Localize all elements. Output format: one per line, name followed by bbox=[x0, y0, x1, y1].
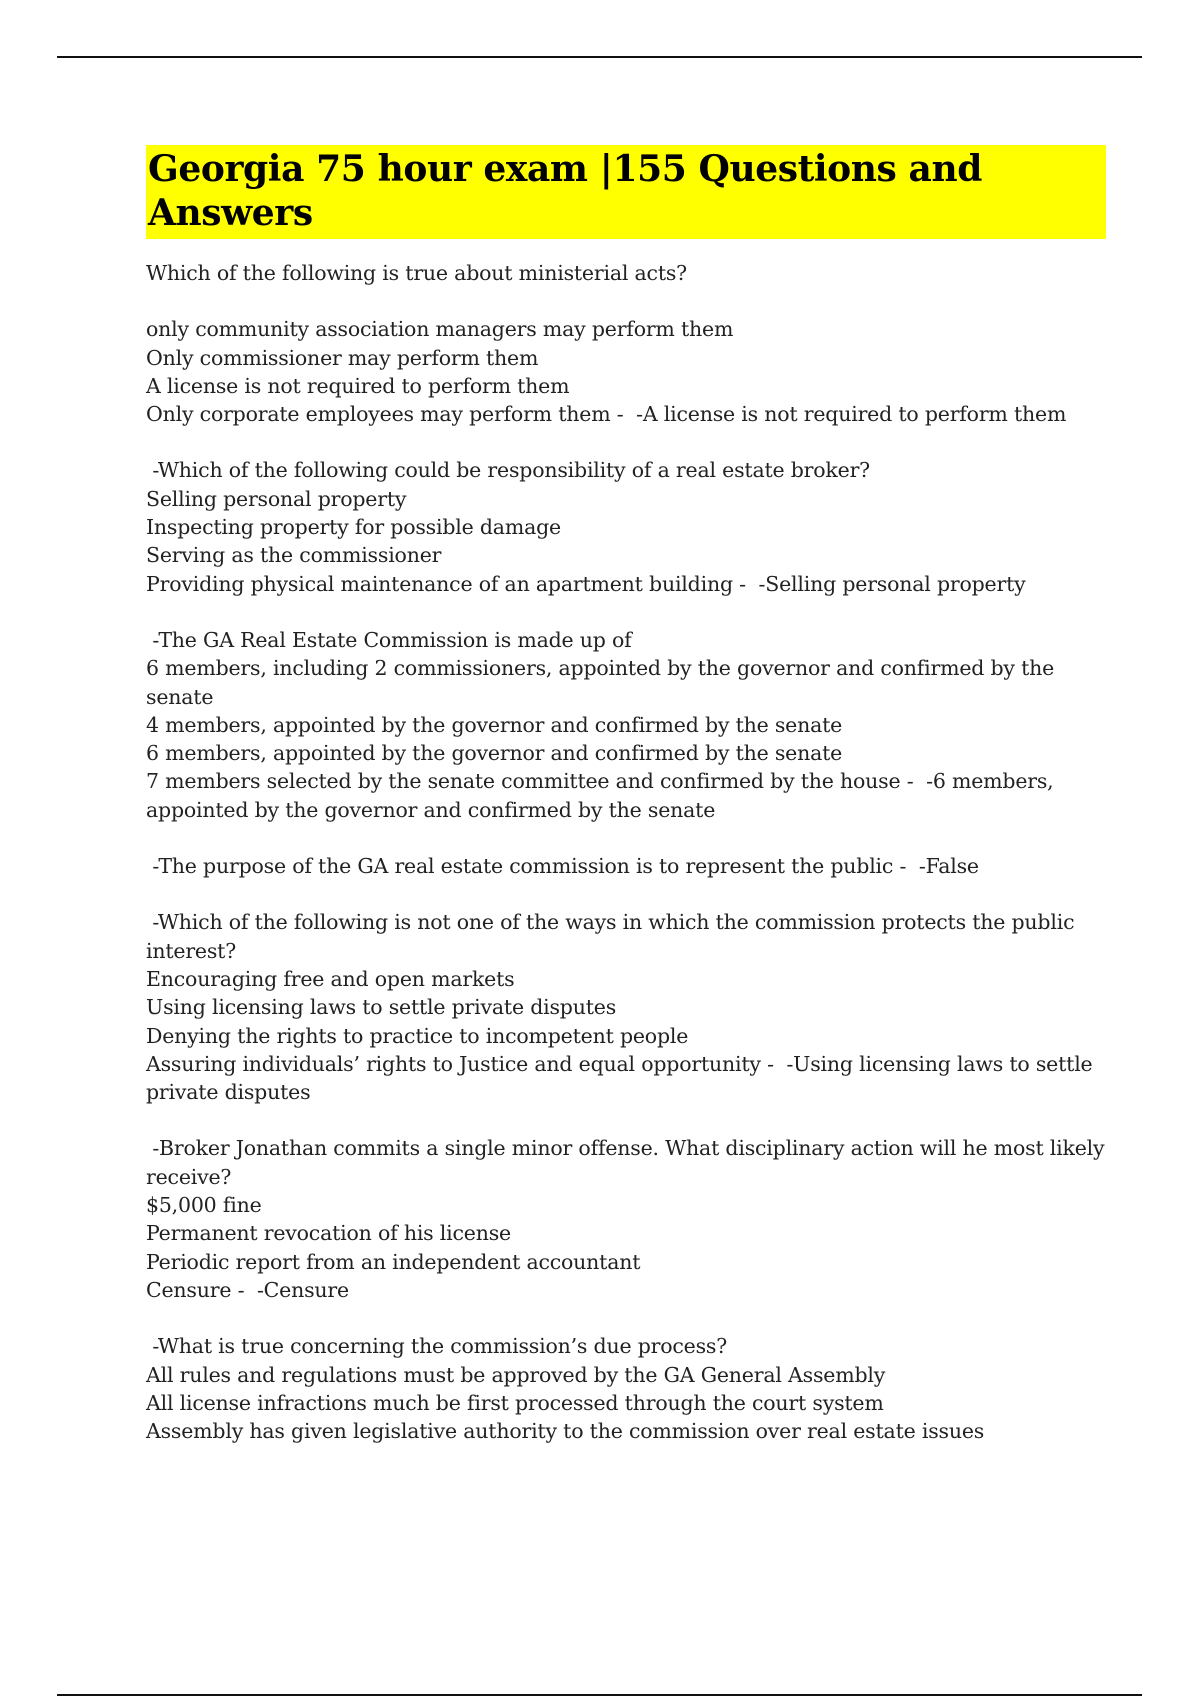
qa-line: Assembly has given legislative authority to the commission over real estate issues bbox=[146, 1419, 985, 1444]
qa-line: Denying the rights to practice to incompetent people bbox=[146, 1023, 689, 1048]
qa-line: $5,000 fine bbox=[146, 1193, 262, 1218]
qa-block-5 bbox=[146, 908, 1106, 1106]
qa-line: 4 members, appointed by the governor and confirmed by the senate bbox=[146, 712, 843, 737]
qa-line: -The GA Real Estate Commission is made up of bbox=[146, 627, 632, 652]
qa-line: Providing physical maintenance of an apartment building - -Selling personal property bbox=[146, 571, 1026, 596]
qa-line: Only corporate employees may perform them - -A license is not required to perform them bbox=[146, 402, 1067, 427]
qa-block-4 bbox=[146, 852, 1106, 880]
qa-line: 6 members, including 2 commissioners, appointed by the governor and confirmed by the senate bbox=[146, 656, 1061, 709]
intro-question-text: Which of the following is true about ministerial acts? bbox=[146, 261, 687, 285]
qa-line: Inspecting property for possible damage bbox=[146, 515, 561, 540]
qa-line: Permanent revocation of his license bbox=[146, 1221, 511, 1246]
qa-line: -Broker Jonathan commits a single minor offense. What disciplinary action will he most likely receive? bbox=[146, 1136, 1111, 1189]
qa-line: Using licensing laws to settle private disputes bbox=[146, 995, 617, 1020]
qa-line: All rules and regulations must be approved by the GA General Assembly bbox=[146, 1362, 886, 1387]
qa-line: Censure - -Censure bbox=[146, 1277, 349, 1302]
qa-line: Only commissioner may perform them bbox=[146, 345, 539, 370]
qa-line: Serving as the commissioner bbox=[146, 543, 442, 568]
qa-block-1 bbox=[146, 315, 1106, 428]
qa-line: -Which of the following could be responsibility of a real estate broker? bbox=[146, 458, 870, 483]
qa-line: A license is not required to perform them bbox=[146, 373, 570, 398]
qa-line: only community association managers may perform them bbox=[146, 317, 734, 342]
document-title: Georgia 75 hour exam |155 Questions and Answers bbox=[146, 145, 1106, 239]
document-body bbox=[146, 145, 1111, 1445]
intro-question bbox=[146, 259, 1106, 287]
qa-block-6 bbox=[146, 1134, 1111, 1304]
qa-line: Selling personal property bbox=[146, 486, 407, 511]
qa-block-2 bbox=[146, 456, 1106, 597]
qa-line: Encouraging free and open markets bbox=[146, 966, 515, 991]
qa-line: All license infractions much be first processed through the court system bbox=[146, 1390, 884, 1415]
footer-rule bbox=[57, 1694, 1142, 1696]
qa-line: -Which of the following is not one of the ways in which the commission protects the public interest? bbox=[146, 910, 1081, 963]
qa-line: 6 members, appointed by the governor and confirmed by the senate bbox=[146, 741, 843, 766]
qa-line: Periodic report from an independent accountant bbox=[146, 1249, 641, 1274]
qa-line: -The purpose of the GA real estate commission is to represent the public - -False bbox=[146, 854, 979, 879]
header-rule bbox=[57, 56, 1142, 58]
qa-line: -What is true concerning the commission’s due process? bbox=[146, 1334, 728, 1359]
qa-block-7 bbox=[146, 1332, 1106, 1445]
qa-block-3 bbox=[146, 626, 1106, 824]
qa-line: 7 members selected by the senate committee and confirmed by the house - -6 members, appointed by the governor and confirmed by the senate bbox=[146, 769, 1060, 822]
qa-line: Assuring individuals’ rights to Justice and equal opportunity - -Using licensing laws to settle private disputes bbox=[146, 1051, 1099, 1105]
